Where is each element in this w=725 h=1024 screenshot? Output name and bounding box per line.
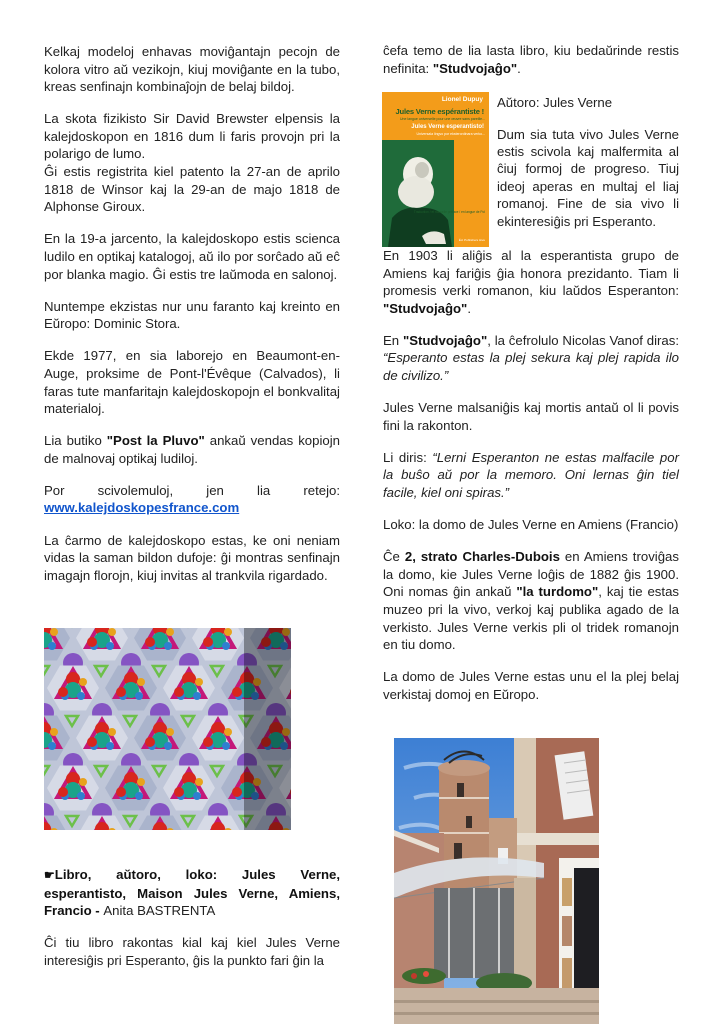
- paragraph-beautiful-house: La domo de Jules Verne estas unu el la plej belaj verkistaj domoj en Eŭropo.: [383, 669, 679, 702]
- book-cover-publisher: Éd. Publishers Hive: [458, 238, 485, 242]
- book-cover-title-eo: Jules Verne esperantisto!: [411, 124, 484, 130]
- author-line: Aŭtoro: Jules Verne: [497, 95, 613, 110]
- kaleidoscope-image: [44, 628, 291, 830]
- heading-author: Anita BASTRENTA: [103, 903, 216, 919]
- paragraph-moving-pieces: Kelkaj modeloj enhavas moviĝantajn pecojn de kolora vitro aŭ vezikojn, kiuj moviĝante en la tubo, kreas senfinajn kombinaĵojn de belaj bildoj.: [44, 44, 340, 95]
- shop-text-end: ankaŭ vendas kopiojn de malnovaj optikaj ludiloj.: [44, 433, 340, 466]
- brewster-text: La skota fizikisto Sir David Brewster elpensis la kalejdoskopon en 1816 dum li faris provojn pri la polarigo de lumo.: [44, 111, 340, 162]
- vanof-quote: “Esperanto estas la plej sekura kaj plej rapida ilo de civilizo.”: [383, 350, 679, 384]
- paragraph-vanof: [383, 332, 679, 385]
- paragraph-book-intro: Ĉi tiu libro rakontas kial kaj kiel Jules Verne interesiĝis pri Esperanto, ĝis la punkto fari ĝin la: [44, 935, 340, 968]
- paragraph-charm: La ĉarmo de kalejdoskopo estas, ke oni neniam vidas la saman bildon dufoje: ĝi montras senfinajn imagajn florojn, kiuj invitas al trankvila rigardado.: [44, 532, 340, 583]
- jules-verne-house-photo: [394, 738, 599, 1024]
- house-prefix: Ĉe: [383, 549, 405, 565]
- house-text: en Amiens troviĝas la domo, kie Jules Verne loĝis de 1882 ĝis 1900. Oni nomas ĝin ankaŭ: [383, 549, 679, 600]
- period: .: [517, 60, 521, 76]
- shop-name: "Post la Pluvo": [106, 433, 205, 449]
- article-heading: [44, 866, 340, 920]
- website-intro: Por scivolemuloj, jen lia retejo:: [44, 482, 340, 498]
- paragraph-shop: [44, 432, 340, 467]
- book-title-studvojago: "Studvojaĝo": [432, 60, 518, 76]
- house-text-end: , kaj tie estas muzeo pri la vivo, verkoj kaj publika agado de la verkisto. Jules Verne verkis pli ol tridek romanojn en tiu domo.: [383, 584, 679, 653]
- text-1903: En 1903 li aliĝis al la esperantista grupo de Amiens kaj fariĝis ĝia honora prezidanto. Tiam li promesis verki romanon, kiu laŭdos Esperanton:: [383, 248, 679, 299]
- shop-text: Lia butiko: [44, 433, 107, 449]
- period: .: [467, 300, 471, 316]
- paragraph-brewster: [44, 110, 340, 216]
- book-cover-author: Lionel Dupuy: [441, 96, 483, 103]
- heading-title: Libro, aŭtoro, loko: Jules Verne, esperantisto, Maison Jules Verne, Amiens, Francio -: [44, 867, 340, 919]
- book-cover-subtitle-fr: Une langue universelle pour une œuvre sans pareille...: [399, 117, 485, 121]
- right-column-beside-book: [497, 94, 679, 245]
- pointing-hand-icon: ☛: [44, 868, 55, 882]
- house-nickname: "la turdomo": [516, 584, 599, 600]
- book-cover-portrait: [382, 140, 454, 247]
- last-book-text: ĉefa temo de lia lasta libro, kiu bedaŭrinde restis nefinita:: [383, 43, 679, 76]
- vanof-prefix: En: [383, 332, 403, 348]
- website-link[interactable]: www.kalejdoskopesfrance.com: [44, 500, 240, 516]
- book-cover-subtitle-eo: Universala lingvo por eksterordinara verko...: [416, 132, 485, 136]
- paragraph-1903: [383, 247, 679, 317]
- paragraph-last-book: [383, 42, 679, 77]
- paragraph-website: [44, 482, 340, 517]
- left-column: [44, 43, 340, 599]
- paragraph-death: Jules Verne malsaniĝis kaj mortis antaŭ ol li povis fini la rakonton.: [383, 400, 679, 433]
- paragraph-dominic-stora: Nuntempe ekzistas nur unu faranto kaj kreinto en Eŭropo: Dominic Stora.: [44, 298, 340, 332]
- book-title-studvojago-3: "Studvojaĝo": [402, 332, 488, 348]
- right-column-top: [383, 42, 679, 92]
- paragraph-location: Loko: la domo de Jules Verne en Amiens (Francio): [383, 517, 679, 533]
- verne-quote: “Lerni Esperanton ne estas malfacile por la buŝo aŭ por la memoro. Oni lernas ĝin tiel facile, kiel oni spiras.”: [383, 449, 679, 501]
- quote-prefix: Li diris:: [383, 449, 433, 465]
- book-cover-image: [382, 92, 489, 247]
- left-column-lower: [44, 866, 340, 984]
- paragraph-verne-life: Dum sia tuta vivo Jules Verne estis scivola kaj malfermita al ĉiuj formoj de progreso. Tiuj ideoj aperas en multaj el liaj romanoj. Fine de sia vivo li ekinteresiĝis pri Esperanto.: [497, 126, 679, 229]
- book-cover-title-fr: Jules Verne espérantiste !: [395, 107, 484, 116]
- vanof-text: , la ĉefrolulo Nicolas Vanof diras:: [487, 332, 679, 348]
- patent-text: Ĝi estis registrita kiel patento la 27-an de aprilo 1818 de Winsor kaj la 29-an de majo 1818 de Alphonse Giroux.: [44, 164, 340, 215]
- paragraph-workshop: Ekde 1977, en sia laborejo en Beaumont-en-Auge, proksime de Pont-l'Évêque (Calvados), li faras tute manfaritajn kalejdoskopojn el bonkvalitaj materialoj.: [44, 348, 340, 417]
- paragraph-quote: [383, 449, 679, 502]
- book-cover-note: Traduction / et nouvelle préface / en langue de Pol: [413, 210, 485, 214]
- paragraph-house: [383, 548, 679, 654]
- right-column-main: [383, 247, 679, 718]
- paragraph-19th-century: En la 19-a jarcento, la kalejdoskopo estis scienca ludilo en optikaj katalogoj, aŭ ilo por sorĉado aŭ eĉ por blanka magio. Ĝi estis tre laŭmoda en salonoj.: [44, 231, 340, 282]
- book-title-studvojago-2: "Studvojaĝo": [383, 300, 468, 316]
- house-address: 2, strato Charles-Dubois: [404, 549, 560, 565]
